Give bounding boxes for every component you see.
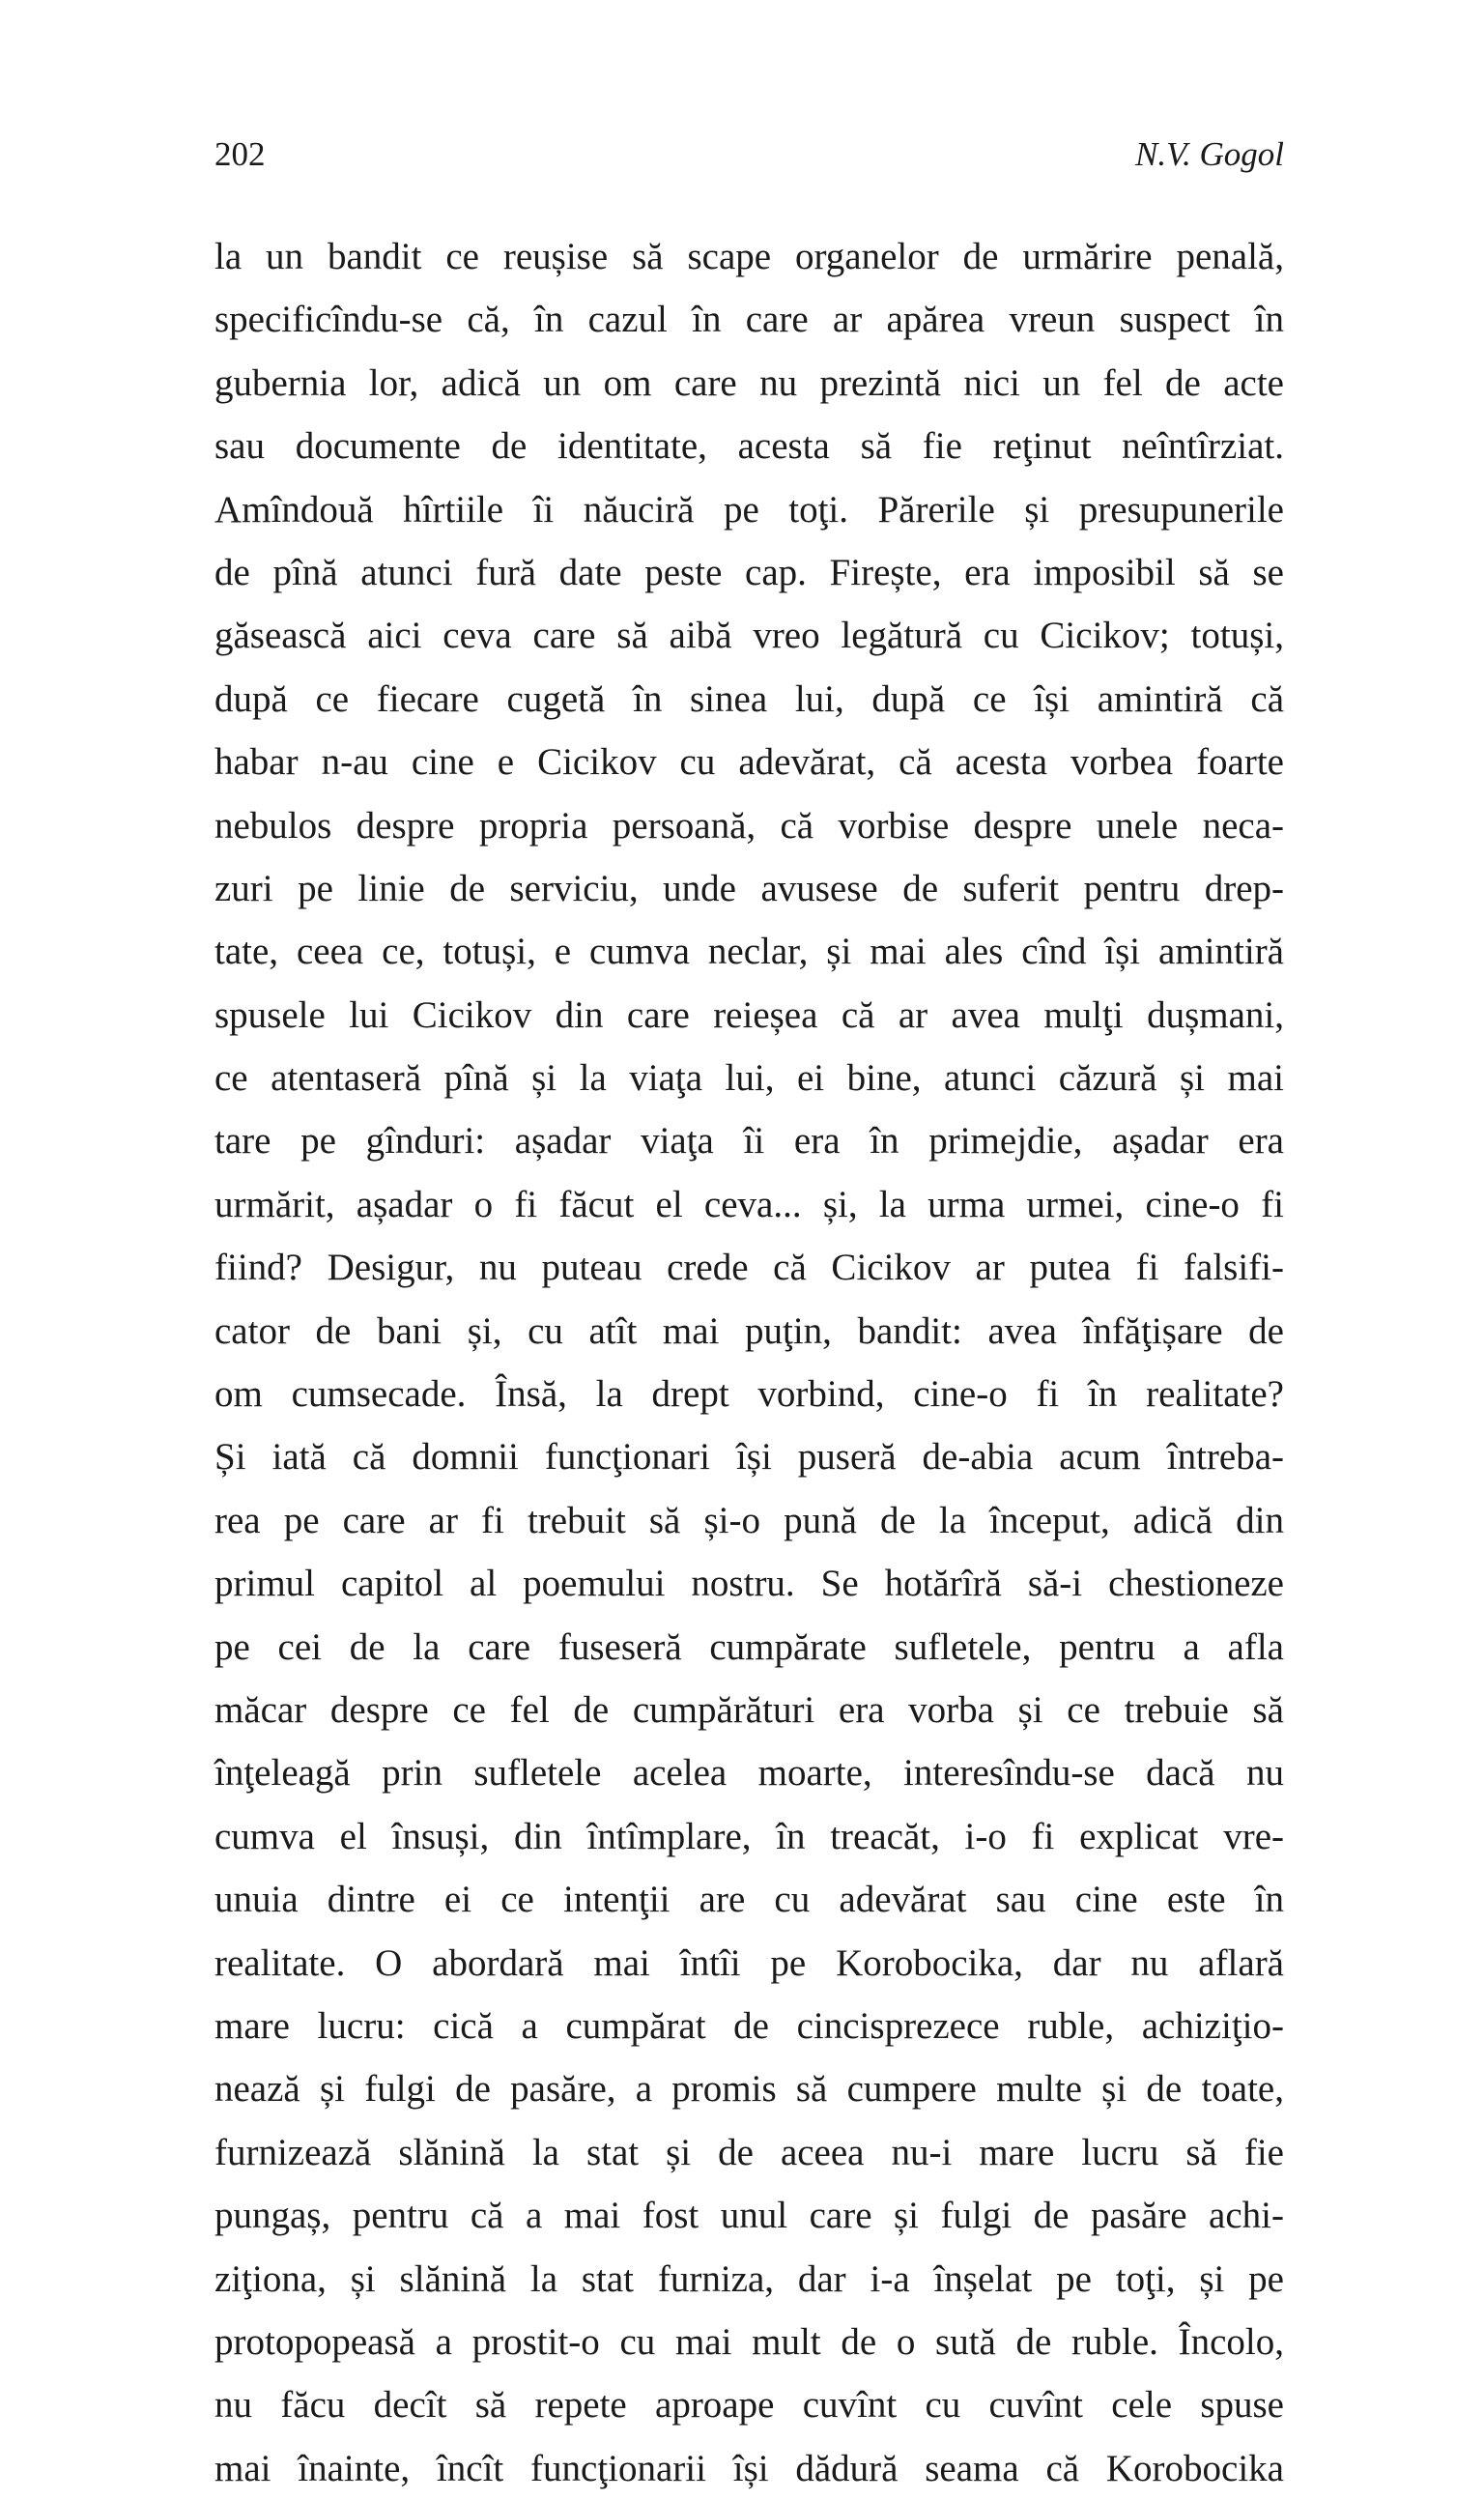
text-line: nu făcu decît să repete aproape cuvînt cu cuvînt cele spuse xyxy=(214,2384,1284,2427)
text-line: cator de bani și, cu atît mai puţin, bandit: avea înfăţișare de xyxy=(214,1309,1284,1352)
text-line: măcar despre ce fel de cumpărături era vorba și ce trebuie să xyxy=(214,1688,1284,1731)
text-line: de pînă atunci fură date peste cap. Firește, era imposibil să se xyxy=(214,551,1284,593)
text-line: protopopeasă a prostit-o cu mai mult de o sută de ruble. Încolo, xyxy=(214,2320,1284,2363)
text-line: pungaș, pentru că a mai fost unul care și fulgi de pasăre achi- xyxy=(214,2195,1284,2237)
text-line: realitate. O abordară mai întîi pe Korobocika, dar nu aflară xyxy=(214,1941,1284,1984)
text-line: Și iată că domnii funcţionari își puseră de-abia acum întreba- xyxy=(214,1436,1284,1479)
text-line: înţeleagă prin sufletele acelea moarte, interesîndu-se dacă nu xyxy=(214,1752,1284,1795)
text-line: mai înainte, încît funcţionarii își dădură seama că Korobocika xyxy=(214,2447,1284,2489)
text-line: sau documente de identitate, acesta să fie reţinut neîntîrziat. xyxy=(214,425,1284,468)
text-line: la un bandit ce reușise să scape organelor de urmărire penală, xyxy=(214,236,1284,277)
running-title: N.V. Gogol xyxy=(1135,135,1284,173)
text-line: nebulos despre propria persoană, că vorbise despre unele neca- xyxy=(214,804,1284,847)
text-line: zuri pe linie de serviciu, unde avusese de suferit pentru drep- xyxy=(214,867,1284,909)
text-line: cumva el însuși, din întîmplare, în treacăt, i-o fi explicat vre- xyxy=(214,1815,1284,1857)
text-line: specificîndu-se că, în cazul în care ar apărea vreun suspect în xyxy=(214,299,1284,341)
page-header xyxy=(214,135,1284,184)
text-line: urmărit, așadar o fi făcut el ceva... și, la urma urmei, cine-o fi xyxy=(214,1183,1284,1225)
text-line: tate, ceea ce, totuși, e cumva neclar, și mai ales cînd își amintiră xyxy=(214,931,1284,973)
text-line: Amîndouă hîrtiile îi năuciră pe toţi. Părerile și presupunerile xyxy=(214,488,1284,531)
text-line: gubernia lor, adică un om care nu prezintă nici un fel de acte xyxy=(214,361,1284,404)
text-line: rea pe care ar fi trebuit să și-o pună de la început, adică din xyxy=(214,1499,1284,1541)
body-text xyxy=(214,225,1284,2500)
text-line: furnizează slănină la stat și de aceea nu-i mare lucru să fie xyxy=(214,2131,1284,2173)
text-line: ce atentaseră pînă și la viaţa lui, ei bine, atunci căzură și mai xyxy=(214,1057,1284,1100)
text-line: pe cei de la care fuseseră cumpărate sufletele, pentru a afla xyxy=(214,1625,1284,1668)
text-line: ziţiona, și slănină la stat furniza, dar i-a înșelat pe toţi, și pe xyxy=(214,2257,1284,2300)
text-line: găsească aici ceva care să aibă vreo legătură cu Cicikov; totuși, xyxy=(214,615,1284,657)
text-line: habar n-au cine e Cicikov cu adevărat, că acesta vorbea foarte xyxy=(214,741,1284,784)
text-line: tare pe gînduri: așadar viaţa îi era în primejdie, așadar era xyxy=(214,1120,1284,1163)
page-number: 202 xyxy=(214,135,266,173)
text-line: nează și fulgi de pasăre, a promis să cumpere multe și de toate, xyxy=(214,2068,1284,2111)
text-line: om cumsecade. Însă, la drept vorbind, cine-o fi în realitate? xyxy=(214,1373,1284,1416)
text-line: primul capitol al poemului nostru. Se hotărîră să-i chestioneze xyxy=(214,1563,1284,1605)
text-line: mare lucru: cică a cumpărat de cincisprezece ruble, achiziţio- xyxy=(214,2004,1284,2047)
text-line: spusele lui Cicikov din care reieșea că ar avea mulţi dușmani, xyxy=(214,993,1284,1036)
text-line: după ce fiecare cugetă în sinea lui, după ce își amintiră că xyxy=(214,677,1284,720)
text-line: unuia dintre ei ce intenţii are cu adevărat sau cine este în xyxy=(214,1879,1284,1921)
text-line: fiind? Desigur, nu puteau crede că Cicikov ar putea fi falsifi- xyxy=(214,1247,1284,1289)
